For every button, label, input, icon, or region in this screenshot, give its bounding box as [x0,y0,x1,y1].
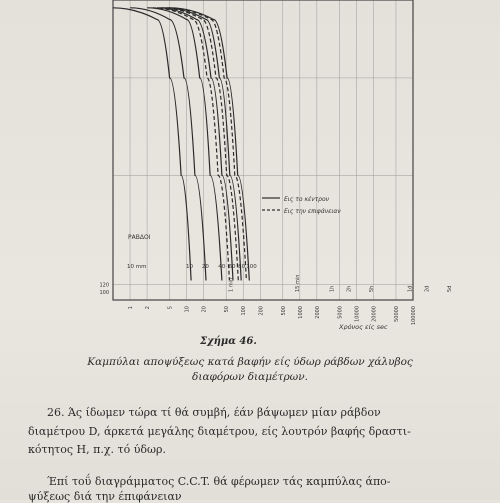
x-period-label: 2h [346,285,353,292]
figure-label: Σχήμα 46. [200,336,257,347]
cooling-curve-60-dashed [153,8,230,281]
figure-caption-line-2: διαφόρων διαμέτρων. [192,371,308,383]
x-tick-label: 100000 [411,306,417,326]
x-tick-label: 200 [258,306,265,316]
x-period-label: 1d [407,285,414,292]
legend-label-surface: Εις την επιφάνειαν [284,208,341,215]
paragraph-line-5: ψύξεως διά την έπιφάνειαν [28,490,182,503]
figure-caption-line-1: Καμπύλαι αποψύξεως κατά βαφήν είς ύδωρ ράβδων χάλυβος [87,356,413,368]
y-tick-labels [99,282,109,296]
chart-grid [113,0,413,300]
x-period-label: 5d [446,285,453,292]
paragraph-line-1: 26. Άς ίδωμεν τώρα τί θά συμβή, έάν βάψωμεν μίαν ράβδον [47,406,381,419]
bar-diameter-label: 20 [201,264,209,270]
x-tick-label: 2000 [314,306,321,319]
x-tick-label: 10000 [354,306,361,322]
x-period-label: 1 min [228,277,235,292]
cooling-curve-60-solid [157,8,236,281]
x-axis-label: Χρόνος είς sec [339,323,388,330]
bar-diameter-label: 80 [238,264,246,270]
paragraph-line-4: Έπί τοΰ διαγράμματος C.C.T. θά φέρωμεν τάς καμπύλας άπο- [47,475,391,488]
bar-diameter-label: 60 [228,264,236,270]
x-period-label: 5h [368,285,375,292]
legend-label-center: Εις το κέντρον [284,196,330,203]
x-tick-label: 20 [201,306,208,313]
cooling-curve-100-solid [170,8,250,281]
x-tick-label: 1 [128,306,135,310]
paragraph-line-2: διαμέτρου D, άρκετά μεγάλης διαμέτρου, είς λουτρόν βαφής δραστι- [28,425,411,438]
bar-diameter-label: 10 mm [127,264,147,270]
x-tick-label: 5000 [337,306,344,319]
x-tick-label: 1000 [297,306,304,319]
x-tick-label: 50 [224,306,231,313]
paragraph-line-3: κότητος H, π.χ. τό ύδωρ. [28,443,166,456]
y-tick-label: 120 [99,282,109,289]
x-tick-label: 500 [280,306,287,316]
legend [262,196,341,215]
bar-diameter-header: ΡΑΒΔΟΙ [128,234,151,241]
x-tick-label: 10 [184,306,191,313]
x-period-label: 15 min [295,274,302,292]
bar-diameter-label: 100 [246,264,257,270]
x-period-label: 2d [424,285,431,292]
bar-diameter-label: 40 [218,264,226,270]
x-period-label: 1h [329,285,336,292]
cooling-curve-40-solid [147,8,222,281]
y-tick-label: 100 [99,290,109,297]
bar-diameter-label: 10 [185,264,193,270]
x-period-labels [229,275,453,292]
x-tick-label: 5 [167,306,174,310]
x-tick-label: 2 [145,306,152,310]
x-tick-label: 100 [241,306,248,316]
x-tick-label: 20000 [371,306,378,322]
x-tick-label: 50000 [393,306,400,322]
plot-frame [113,0,413,300]
bar-diameter-labels [127,264,257,270]
